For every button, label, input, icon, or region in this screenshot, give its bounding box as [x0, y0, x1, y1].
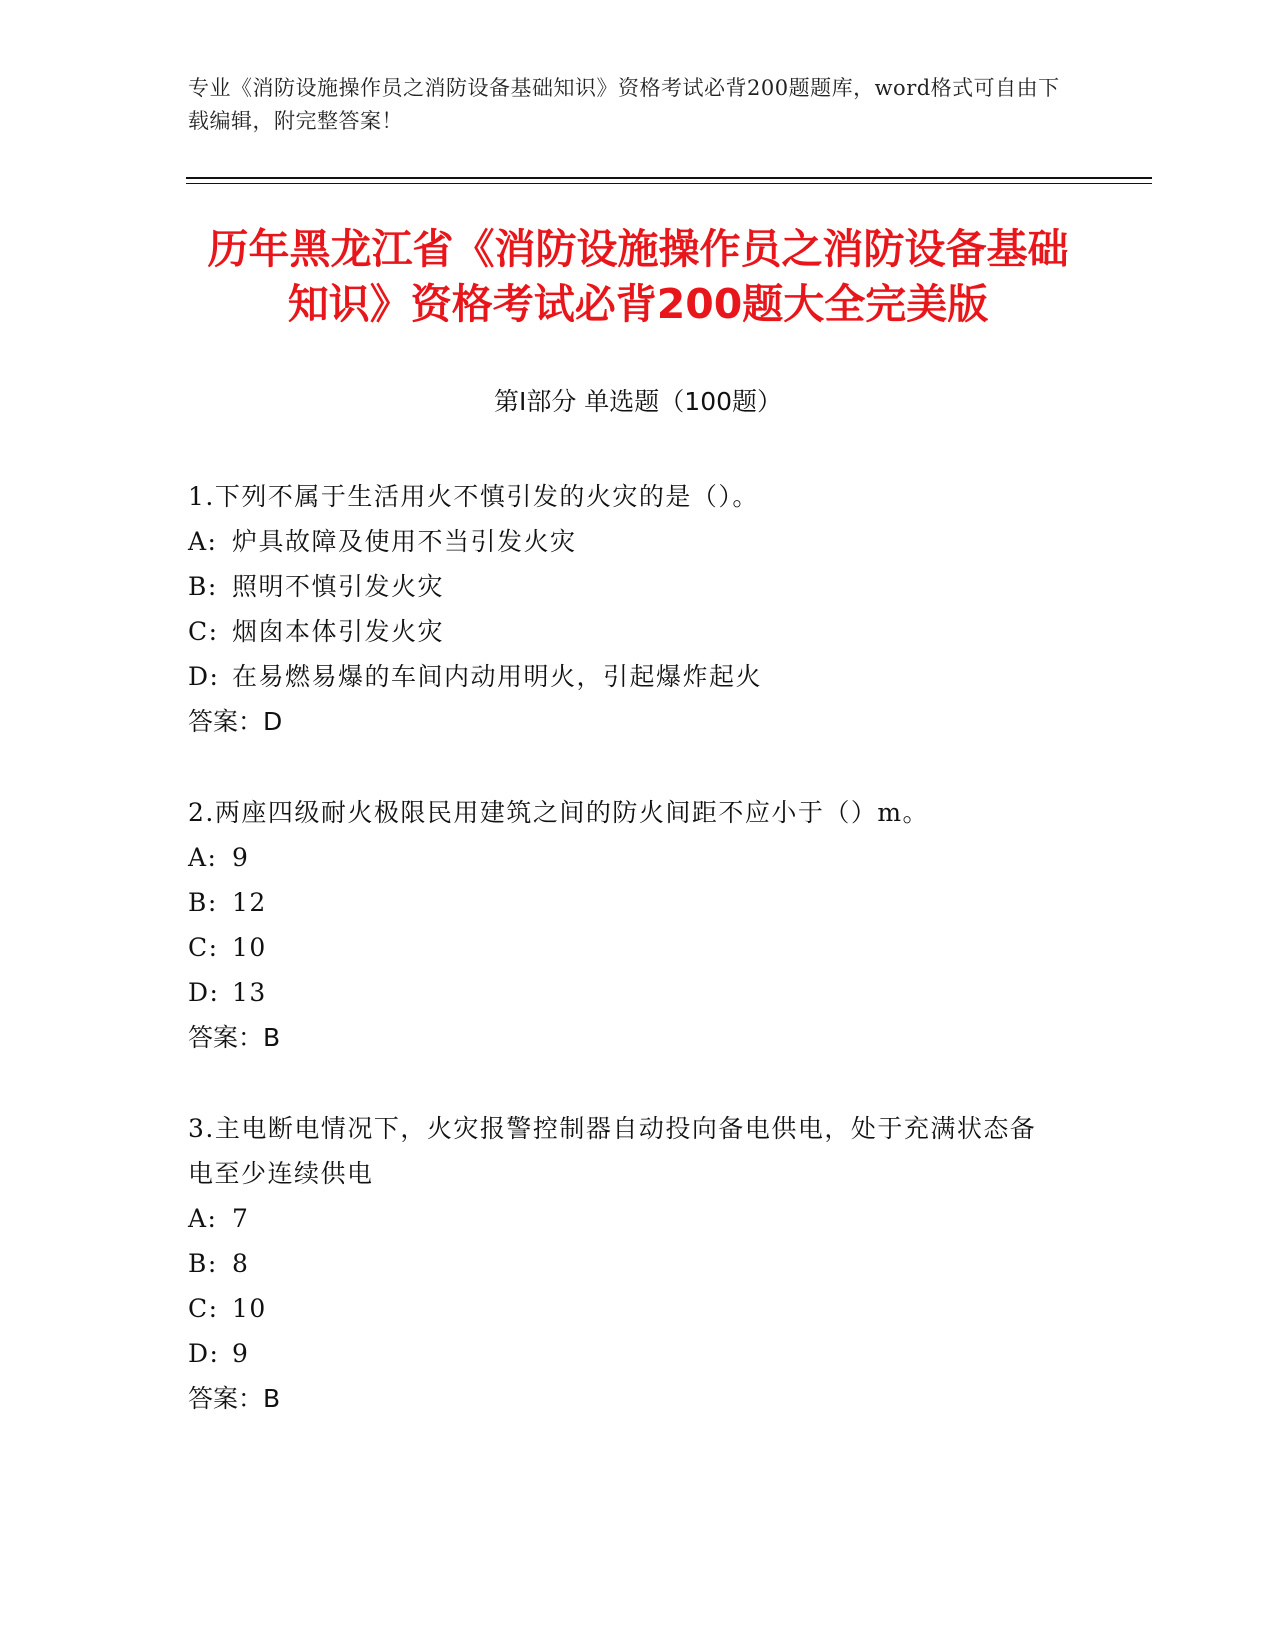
- option-key: D:: [188, 978, 220, 1007]
- option-text: 烟囱本体引发火灾: [232, 617, 445, 646]
- answer: 答案：B: [188, 1384, 281, 1413]
- option-key: B:: [188, 572, 218, 601]
- option-key: A:: [188, 1204, 218, 1233]
- option-key: A:: [188, 527, 218, 556]
- question-stem: 2.两座四级耐火极限民用建筑之间的防火间距不应小于（）m。: [188, 798, 930, 827]
- option-a: [188, 835, 1088, 880]
- option-text: 9: [232, 843, 250, 872]
- option-key: C:: [188, 933, 219, 962]
- option-d: [188, 654, 1088, 699]
- question-2: [188, 790, 1088, 1060]
- option-key: A:: [188, 843, 218, 872]
- question-stem: 3.主电断电情况下，火灾报警控制器自动投向备电供电，处于充满状态备电至少连续供电: [188, 1114, 1037, 1188]
- option-text: 7: [232, 1204, 250, 1233]
- question-stem: 1.下列不属于生活用火不慎引发的火灾的是（）。: [188, 482, 759, 511]
- option-key: D:: [188, 1339, 220, 1368]
- document-title: 历年黑龙江省《消防设施操作员之消防设备基础知识》资格考试必背200题大全完美版: [207, 225, 1069, 328]
- option-a: [188, 519, 1088, 564]
- option-key: C:: [188, 1294, 219, 1323]
- question-list: [188, 474, 1088, 1467]
- option-d: [188, 1331, 1088, 1376]
- option-c: [188, 925, 1088, 970]
- option-key: B:: [188, 888, 218, 917]
- option-text: 10: [232, 933, 267, 962]
- option-a: [188, 1196, 1088, 1241]
- option-text: 10: [232, 1294, 267, 1323]
- section-title: 第Ⅰ部分 单选题（100题）: [493, 387, 783, 416]
- option-text: 8: [232, 1249, 250, 1278]
- option-b: [188, 1241, 1088, 1286]
- option-key: C:: [188, 617, 219, 646]
- option-text: 12: [232, 888, 267, 917]
- answer: 答案：D: [188, 707, 283, 736]
- option-d: [188, 970, 1088, 1015]
- option-c: [188, 609, 1088, 654]
- option-text: 在易燃易爆的车间内动用明火，引起爆炸起火: [232, 662, 763, 691]
- answer: 答案：B: [188, 1023, 281, 1052]
- option-text: 13: [232, 978, 267, 1007]
- header-divider-thick: [186, 177, 1152, 179]
- header-divider-thin: [186, 183, 1152, 184]
- option-text: 照明不慎引发火灾: [232, 572, 445, 601]
- option-b: [188, 880, 1088, 925]
- option-text: 9: [232, 1339, 250, 1368]
- question-3: [188, 1106, 1088, 1421]
- option-key: D:: [188, 662, 220, 691]
- option-text: 炉具故障及使用不当引发火灾: [232, 527, 577, 556]
- option-c: [188, 1286, 1088, 1331]
- question-1: [188, 474, 1088, 744]
- option-b: [188, 564, 1088, 609]
- option-key: B:: [188, 1249, 218, 1278]
- header-note: 专业《消防设施操作员之消防设备基础知识》资格考试必背200题题库，word格式可自由下载编辑，附完整答案！: [188, 76, 1060, 133]
